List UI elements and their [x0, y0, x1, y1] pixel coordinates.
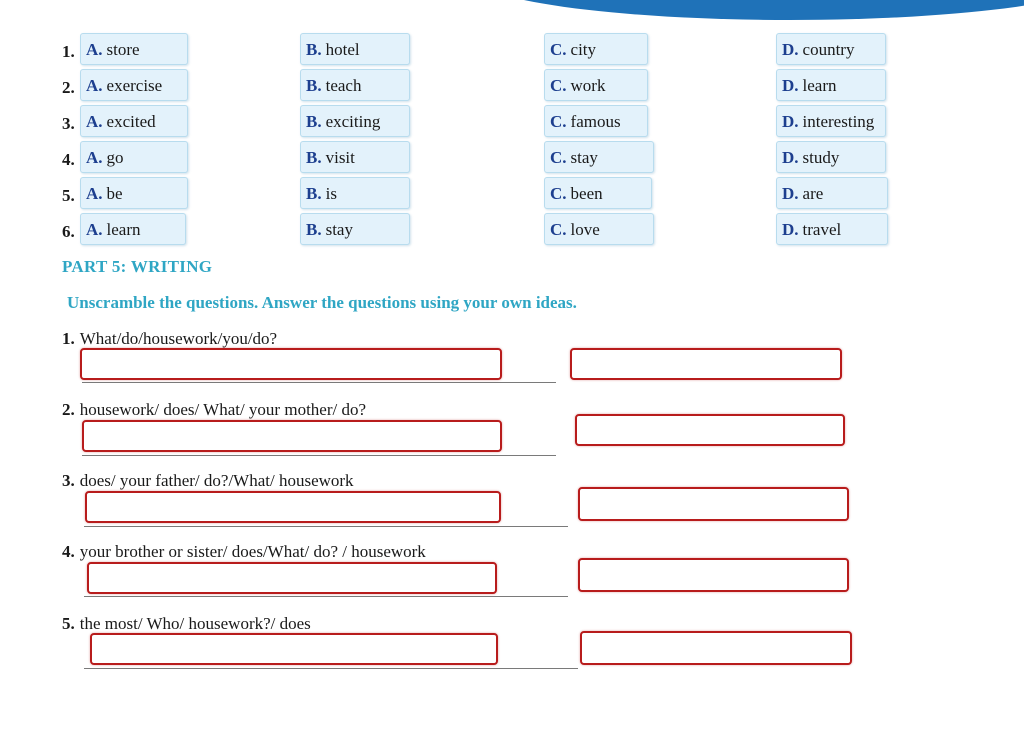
question-number: 6.: [62, 222, 75, 241]
answer-line: [84, 596, 568, 597]
option-d[interactable]: D. learn: [776, 69, 886, 101]
writing-question-3: 3. does/ your father/ do?/What/ housework: [62, 471, 354, 490]
mc-question-1: [0, 33, 1024, 67]
mc-question-4: [0, 141, 1024, 175]
option-a[interactable]: A. store: [80, 33, 188, 65]
answer-line: [82, 382, 556, 383]
mc-question-5: [0, 177, 1024, 211]
option-a[interactable]: A. exercise: [80, 69, 188, 101]
unscramble-input-4[interactable]: [87, 562, 497, 594]
instruction-text: Unscramble the questions. Answer the questions using your own ideas.: [67, 293, 577, 312]
option-c[interactable]: C. love: [544, 213, 654, 245]
option-b[interactable]: B. exciting: [300, 105, 410, 137]
option-a[interactable]: A. excited: [80, 105, 188, 137]
header-decoration: [470, 0, 1024, 20]
mc-question-6: [0, 213, 1024, 247]
option-b[interactable]: B. visit: [300, 141, 410, 173]
option-b[interactable]: B. hotel: [300, 33, 410, 65]
option-d[interactable]: D. study: [776, 141, 886, 173]
option-c[interactable]: C. famous: [544, 105, 648, 137]
option-a[interactable]: A. be: [80, 177, 188, 209]
answer-input-4[interactable]: [578, 558, 849, 592]
option-a[interactable]: A. go: [80, 141, 188, 173]
question-number: 1.: [62, 42, 75, 61]
option-c[interactable]: C. city: [544, 33, 648, 65]
unscramble-input-1[interactable]: [80, 348, 502, 380]
option-d[interactable]: D. country: [776, 33, 886, 65]
option-c[interactable]: C. been: [544, 177, 652, 209]
mc-question-3: [0, 105, 1024, 139]
option-c[interactable]: C. work: [544, 69, 648, 101]
writing-question-5: 5. the most/ Who/ housework?/ does: [62, 614, 311, 633]
question-number: 3.: [62, 114, 75, 133]
writing-question-2: 2. housework/ does/ What/ your mother/ do?: [62, 400, 367, 419]
option-d[interactable]: D. interesting: [776, 105, 886, 137]
question-number: 4.: [62, 150, 75, 169]
answer-input-1[interactable]: [570, 348, 842, 380]
mc-question-2: [0, 69, 1024, 103]
part-title: PART 5: WRITING: [62, 257, 213, 276]
answer-line: [84, 668, 578, 669]
option-c[interactable]: C. stay: [544, 141, 654, 173]
option-b[interactable]: B. teach: [300, 69, 410, 101]
option-b[interactable]: B. is: [300, 177, 410, 209]
answer-input-3[interactable]: [578, 487, 849, 521]
unscramble-input-3[interactable]: [85, 491, 501, 523]
question-number: 5.: [62, 186, 75, 205]
answer-input-2[interactable]: [575, 414, 845, 446]
writing-question-4: 4. your brother or sister/ does/What/ do? / housework: [62, 542, 426, 561]
question-number: 2.: [62, 78, 75, 97]
answer-line: [84, 526, 568, 527]
unscramble-input-2[interactable]: [82, 420, 502, 452]
option-a[interactable]: A. learn: [80, 213, 186, 245]
answer-input-5[interactable]: [580, 631, 852, 665]
unscramble-input-5[interactable]: [90, 633, 498, 665]
writing-question-1: 1. What/do/housework/you/do?: [62, 329, 278, 348]
answer-line: [82, 455, 556, 456]
option-d[interactable]: D. are: [776, 177, 888, 209]
option-b[interactable]: B. stay: [300, 213, 410, 245]
option-d[interactable]: D. travel: [776, 213, 888, 245]
